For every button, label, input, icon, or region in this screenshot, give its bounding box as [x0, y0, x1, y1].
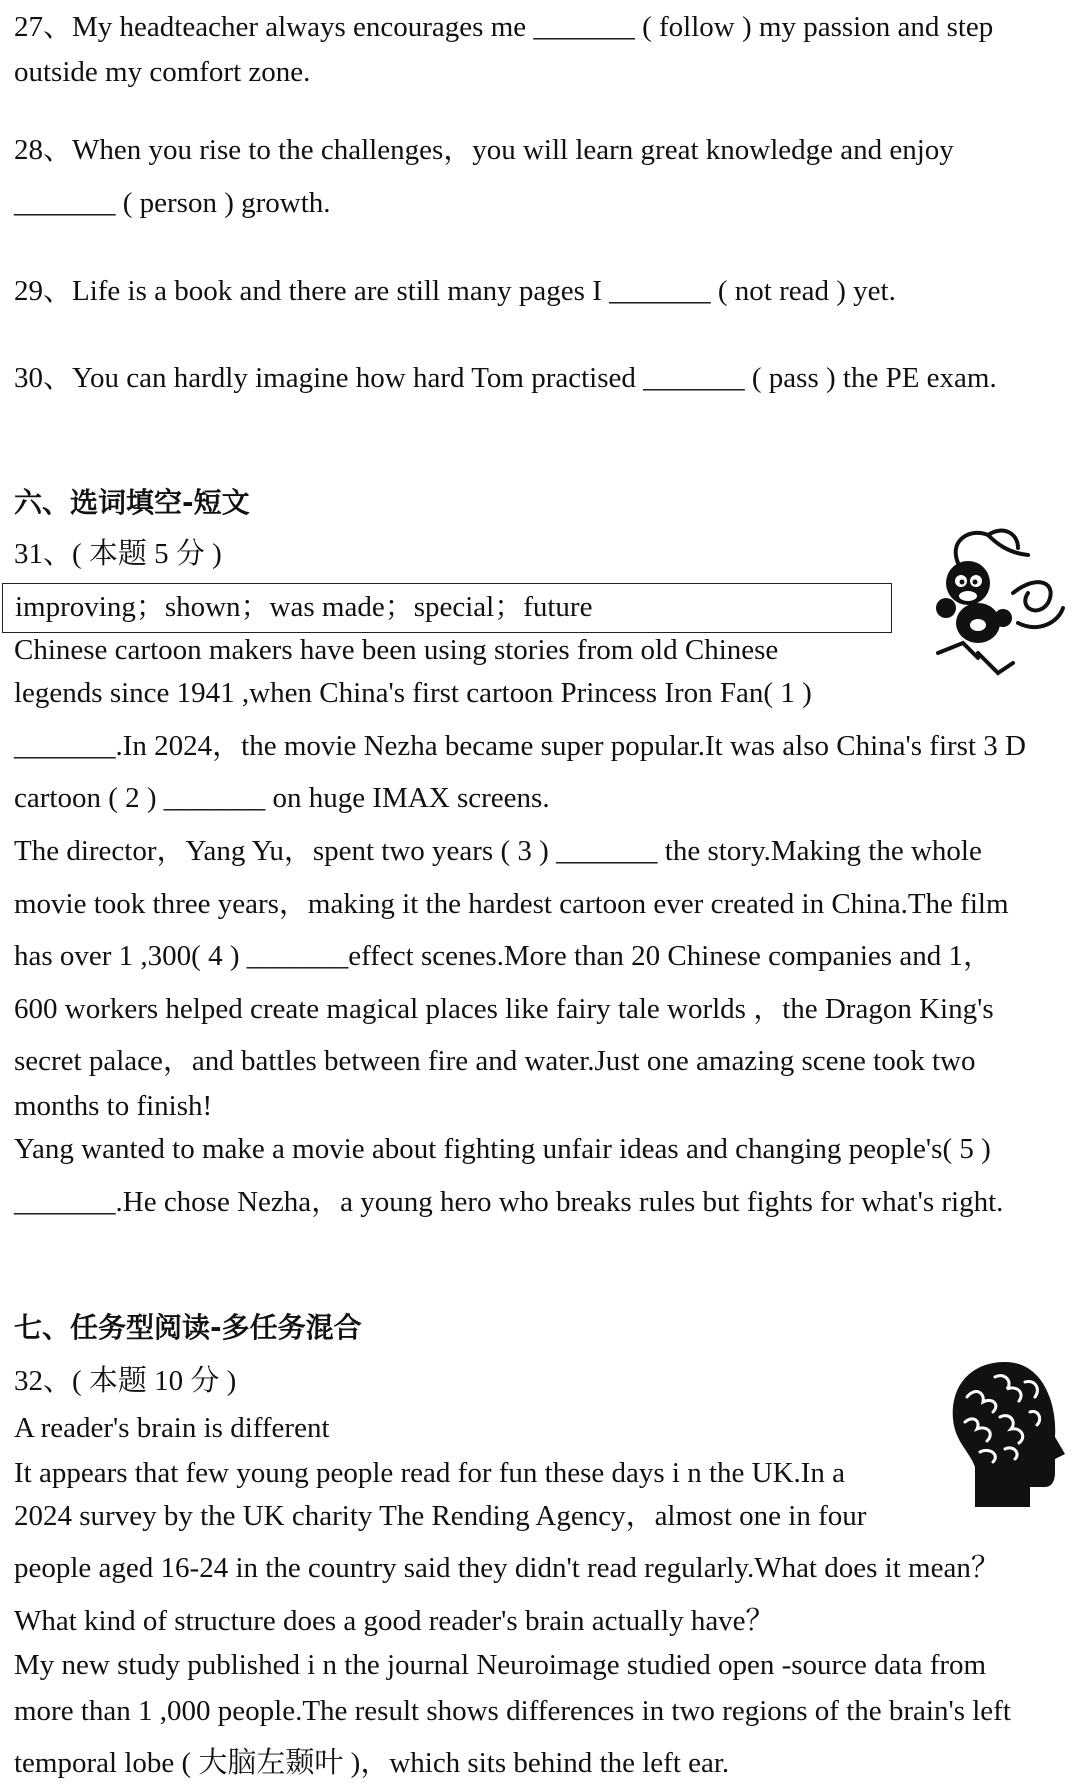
question-31-label: 31、( 本题 5 分 ): [14, 538, 222, 570]
word-bank-box: [2, 583, 892, 633]
passage-2-line-5: My new study published i n the journal Neuroimage studied open -source data from: [14, 1649, 987, 1681]
passage-2-line-6: more than 1 ,000 people.The result shows differences in two regions of the brain's left: [14, 1695, 1011, 1727]
passage-2-line-4: What kind of structure does a good reader's brain actually have？: [14, 1605, 775, 1637]
passage-1-line-6: movie took three years，making it the hardest cartoon ever created in China.The film: [14, 888, 1009, 920]
passage-1-line-5: The director，Yang Yu，spent two years ( 3 ) _______ the story.Making the whole: [14, 835, 982, 867]
question-28-line-1: 28、When you rise to the challenges，you will learn great knowledge and enjoy: [14, 134, 954, 166]
word-bank-text: improving；shown；was made；special；future: [15, 591, 593, 623]
section-6-heading: 六、选词填空-短文: [14, 486, 250, 519]
passage-1-line-10: months to finish!: [14, 1090, 213, 1122]
passage-1-line-7: has over 1 ,300( 4 ) _______effect scenes.More than 20 Chinese companies and 1，: [14, 940, 992, 972]
question-32-label: 32、( 本题 10 分 ): [14, 1365, 237, 1397]
passage-1-line-8: 600 workers helped create magical places like fairy tale worlds ，the Dragon King's: [14, 993, 994, 1025]
passage-1-line-9: secret palace，and battles between fire and water.Just one amazing scene took two: [14, 1045, 976, 1077]
passage-2-line-2: 2024 survey by the UK charity The Rending Agency，almost one in four: [14, 1500, 867, 1532]
passage-1-line-12: _______.He chose Nezha，a young hero who breaks rules but fights for what's right.: [14, 1186, 1004, 1218]
section-7-heading: 七、任务型阅读-多任务混合: [14, 1311, 362, 1344]
brain-head-illustration: [945, 1357, 1075, 1512]
passage-1-line-1: Chinese cartoon makers have been using stories from old Chinese: [14, 634, 779, 666]
question-30: 30、You can hardly imagine how hard Tom practised _______ ( pass ) the PE exam.: [14, 362, 997, 394]
passage-1-line-3: _______.In 2024，the movie Nezha became super popular.It was also China's first 3 D: [14, 730, 1026, 762]
passage-2-line-1: It appears that few young people read for fun these days i n the UK.In a: [14, 1457, 846, 1489]
passage-1-line-11: Yang wanted to make a movie about fighting unfair ideas and changing people's( 5 ): [14, 1133, 991, 1165]
question-29: 29、Life is a book and there are still many pages I _______ ( not read ) yet.: [14, 275, 896, 307]
question-27-line-1: 27、My headteacher always encourages me _______ ( follow ) my passion and step: [14, 11, 994, 43]
nezha-cartoon-illustration: [918, 523, 1068, 683]
question-28-line-2: _______ ( person ) growth.: [14, 187, 331, 219]
question-27-line-2: outside my comfort zone.: [14, 56, 311, 88]
passage-1-line-4: cartoon ( 2 ) _______ on huge IMAX screens.: [14, 782, 550, 814]
passage-2-line-3: people aged 16-24 in the country said they didn't read regularly.What does it mean？: [14, 1552, 1000, 1584]
passage-1-line-2: legends since 1941 ,when China's first cartoon Princess Iron Fan( 1 ): [14, 677, 812, 709]
passage-2-line-7: temporal lobe ( 大脑左颞叶 )，which sits behind the left ear.: [14, 1747, 730, 1779]
passage-2-title: A reader's brain is different: [14, 1412, 330, 1444]
